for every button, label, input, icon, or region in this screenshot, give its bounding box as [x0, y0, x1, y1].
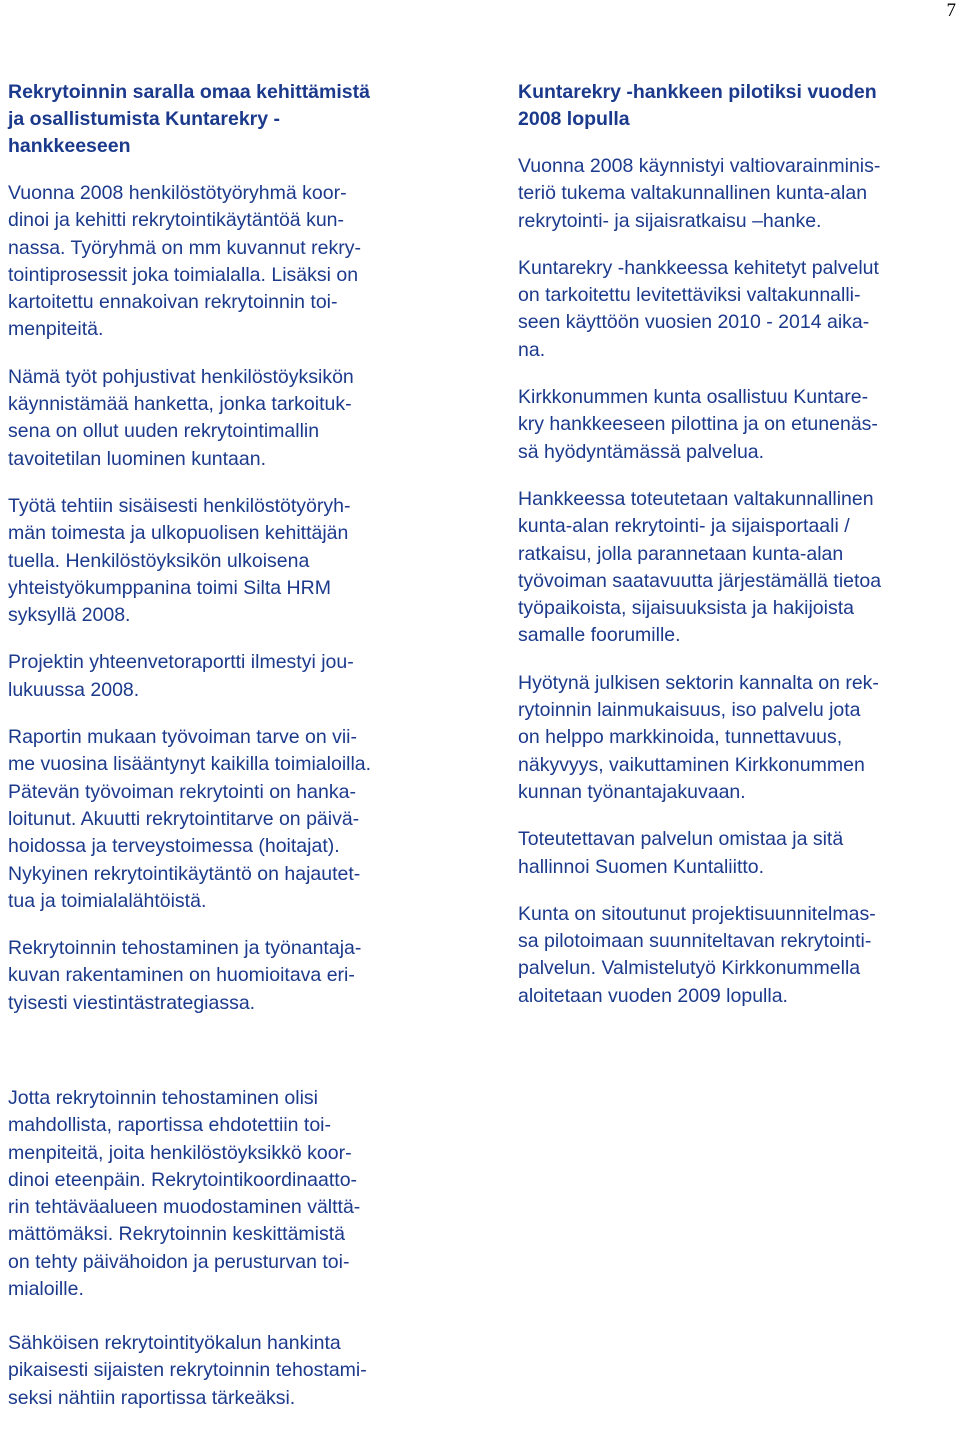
bottom-paragraph-2 [8, 1330, 468, 1432]
bottom-paragraph: Sähköisen rekrytointityökalun hankinta pikaisesti sijaisten rekrytoinnin tehostami- seksi nähtiin raportissa tärkeäksi. [8, 1332, 367, 1409]
right-heading: Kuntarekry -hankkeen pilotiksi vuoden 2008 lopulla [518, 81, 877, 130]
right-paragraph: Vuonna 2008 käynnistyi valtiovarainminis- teriö tukema valtakunnallinen kunta-alan rekrytointi- ja sijaisratkaisu –hanke. [518, 155, 881, 232]
bottom-paragraph: Jotta rekrytoinnin tehostaminen olisi mahdollista, raportissa ehdotettiin toi- menpiteitä, joita henkilöstöyksikkö koor- dinoi eteenpäin. Rekrytointikoordinaatto- rin tehtäväalueen muodostaminen välttä- mättömäksi. Rekrytoinnin keskittämistä on tehty päivähoidon ja perusturvan toi- mialoille. [8, 1087, 361, 1301]
left-paragraph: Työtä tehtiin sisäisesti henkilöstötyöryh- män toimesta ja ulkopuolisen kehittäjän tuella. Henkilöstöyksikön ulkoisena yhteistyökumppanina toimi Silta HRM syksyllä 2008. [8, 494, 351, 627]
right-paragraph: Kuntarekry -hankkeessa kehitetyt palvelut on tarkoitettu levitettäviksi valtakunnalli- seen käyttöön vuosien 2010 - 2014 aika- na. [518, 256, 879, 361]
left-paragraph: Projektin yhteenvetoraportti ilmestyi jou- lukuussa 2008. [8, 651, 354, 701]
left-paragraph: Rekrytoinnin tehostaminen ja työnantaja- kuvan rakentaminen on huomioitava eri- tyisesti viestintästrategiassa. [8, 937, 362, 1014]
left-paragraph: Nämä työt pohjustivat henkilöstöyksikön käynnistämää hanketta, jonka tarkoituk- sena on ollut uuden rekrytointimallin tavoitetilan luominen kuntaan. [8, 365, 354, 470]
page-number: 7 [946, 0, 956, 21]
left-paragraph: Vuonna 2008 henkilöstötyöryhmä koor- dinoi ja kehitti rekrytointikäytäntöä kun- nassa. Työryhmä on mm kuvannut rekry- tointiprosessit joka toimialalla. Lisäksi on kartoitettu ennakoivan rekrytoinnin toi- menpiteitä. [8, 182, 361, 341]
right-column [518, 79, 960, 1030]
right-paragraph: Kunta on sitoutunut projektisuunnitelmas- sa pilotoimaan suunniteltavan rekrytointi- palvelun. Valmistelutyö Kirkkonummella aloitetaan vuoden 2009 lopulla. [518, 902, 876, 1007]
right-paragraph: Hankkeessa toteutetaan valtakunnallinen kunta-alan rekrytointi- ja sijaisportaali / ratkaisu, jolla parannetaan kunta-alan työvoiman saatavuutta järjestämällä tietoa työpaikoista, sijaisuuksista ja hakijoista samalle foorumille. [518, 487, 882, 647]
right-paragraph: Kirkkonummen kunta osallistuu Kuntare- kry hankkeeseen pilottina ja on etunenäs- sä hyödyntämässä palvelua. [518, 386, 878, 463]
left-paragraph: Raportin mukaan työvoiman tarve on vii- me vuosina lisääntynyt kaikilla toimialoilla. Pätevän työvoiman rekrytointi on hanka- loitunut. Akuutti rekrytointitarve on päivä- hoidossa ja terveystoimessa (hoitajat). Nykyinen rekrytointikäytäntö on hajautet- tua ja toimialalähtöistä. [8, 726, 372, 912]
right-paragraph: Toteutettavan palvelun omistaa ja sitä hallinnoi Suomen Kuntaliitto. [518, 828, 844, 878]
right-paragraph: Hyötynä julkisen sektorin kannalta on rek- rytoinnin lainmukaisuus, iso palvelu jota on helppo markkinoida, tunnettavuus, näkyvyys, vaikuttaminen Kirkkonummen kunnan työnantajakuvaan. [518, 671, 879, 803]
left-heading: Rekrytoinnin saralla omaa kehittämistä ja osallistumista Kuntarekry - hankkeeseen [8, 81, 370, 157]
left-column [8, 79, 458, 1037]
bottom-paragraph-1 [8, 1085, 468, 1323]
